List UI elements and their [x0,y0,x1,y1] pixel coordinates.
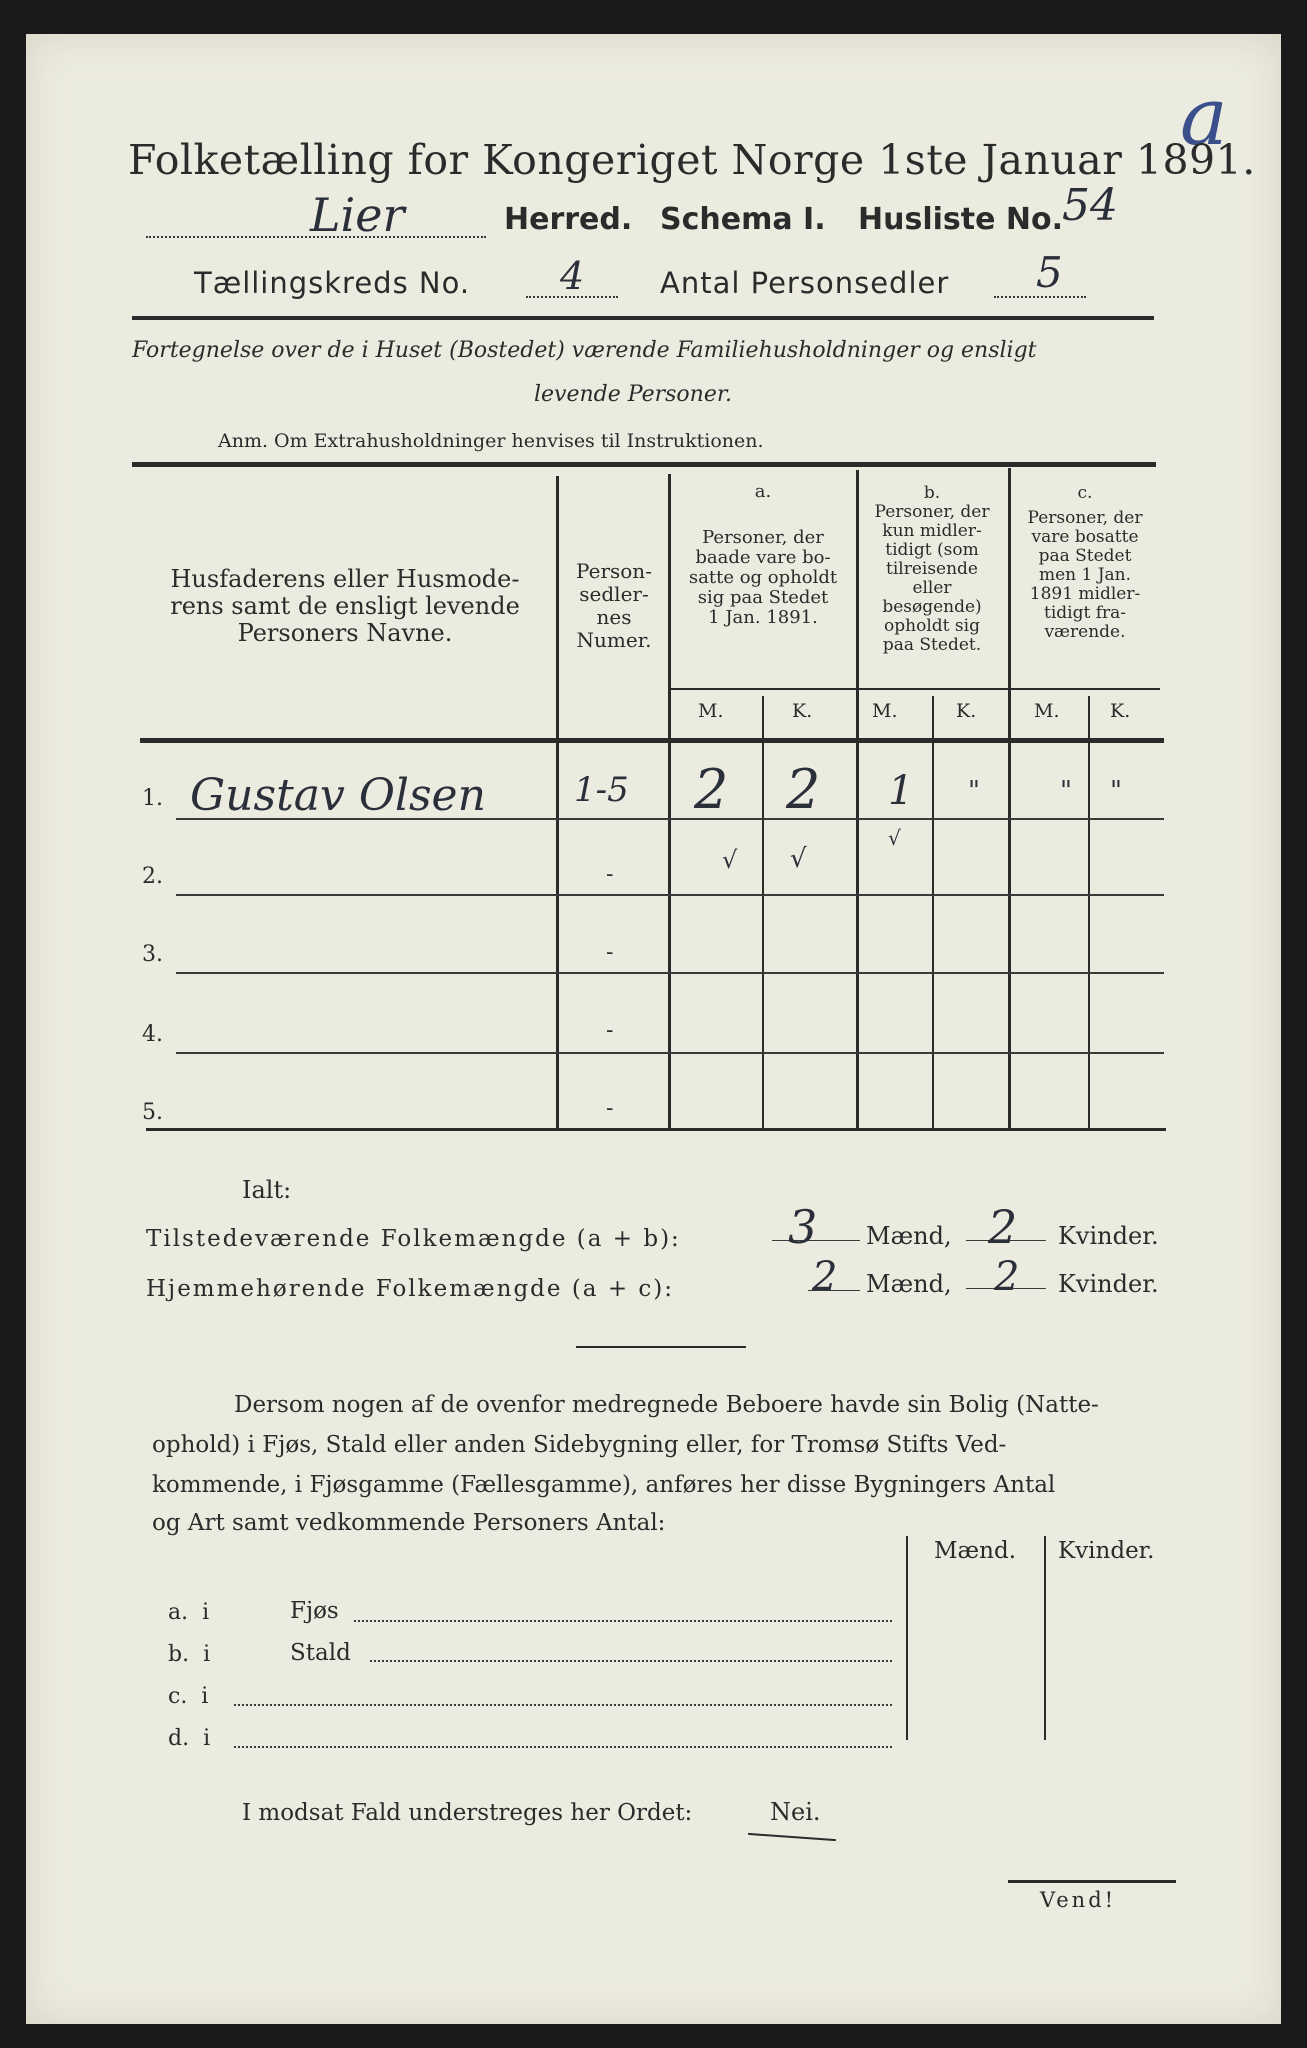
col-c-letter: c. [1077,483,1093,503]
vend-rule [1008,1880,1176,1883]
personsedler-value: 5 [1036,248,1063,297]
col-b-line-2: kun midler- [882,521,982,541]
col-num-line-2: sedler- [579,582,649,606]
col-b-line-7: opholdt sig [884,616,980,636]
row-2-num: - [606,862,614,887]
col-a-header [670,482,856,628]
row-1-cm: " [1060,776,1072,806]
totals-line-1-m: 3 [788,1200,818,1254]
building-item-c-prefix: c. i [168,1684,209,1709]
herred-label: Herred. [504,202,633,237]
vend-label: Vend! [1040,1888,1117,1912]
ialt-label: Ialt: [242,1176,292,1204]
cm-label: M. [1034,700,1060,722]
corner-mark: a [1180,70,1228,163]
col-divider-bm-bk [932,696,934,1128]
col-c-line-2: vare bosatte [1031,527,1139,547]
ck-label: K. [1110,700,1131,722]
building-item-d-prefix: d. i [168,1726,211,1751]
row-2-number: 2. [142,864,163,889]
col-num-line-4: Numer. [576,628,652,652]
col-c-line-4: men 1 Jan. [1038,565,1132,585]
mk-subheader-rule [670,688,1160,690]
anm-note: Anm. Om Extrahusholdninger henvises til Instruktionen. [218,430,764,452]
husliste-value: 54 [1062,180,1118,231]
buildings-para-4: og Art samt vedkommende Personers Antal: [152,1510,666,1536]
herred-value: Lier [310,188,405,242]
row-4-number: 4. [142,1022,163,1047]
col-num-line-1: Person- [576,559,652,583]
totals-line-1-label: Tilstedeværende Folkemængde (a + b): [146,1226,681,1252]
totals-line-2-kvinder: Kvinder. [1058,1270,1159,1298]
buildings-col-kvinder: Kvinder. [1058,1538,1155,1564]
row-5-num: - [606,1096,614,1121]
header-divider [132,316,1154,320]
row-2-line [176,894,1164,896]
col-name-line-1: Husfaderens eller Husmode- [170,565,520,593]
col-b-line-8: paa Stedet. [882,635,982,655]
row-1-num: 1-5 [574,770,629,810]
kreds-label: Tællingskreds No. [194,266,471,300]
census-form-page [26,34,1281,2024]
col-b-letter: b. [923,483,941,503]
col-divider-am-ak [762,696,764,1128]
buildings-para-2: ophold) i Fjøs, Stald eller anden Sidebygning eller, for Tromsø Stifts Ved- [152,1432,1007,1458]
col-name-header [150,566,540,647]
buildings-para-1: Dersom nogen af de ovenfor medregnede Beboere havde sin Bolig (Natte- [234,1392,1099,1418]
totals-line-2-label: Hjemmehørende Folkemængde (a + c): [146,1276,674,1302]
row-1-am: 2 [694,758,729,821]
row-3-number: 3. [142,942,163,967]
col-c-line-7: værende. [1044,622,1126,642]
col-b-line-5: eller [912,578,952,598]
building-item-a-label: Fjøs [290,1598,339,1624]
row-2-am-tick: √ [722,846,738,874]
building-item-b-dots [370,1660,892,1662]
row-1-number: 1. [142,786,163,811]
row-1-name: Gustav Olsen [190,770,486,821]
col-num-line-3: nes [596,605,632,629]
totals-line-1-kvinder: Kvinder. [1058,1222,1159,1250]
col-b-line-3: tidigt (som [885,540,979,560]
row-1-ck: " [1110,776,1122,806]
col-c-line-6: tidigt fra- [1043,603,1126,623]
totals-line-1-k: 2 [988,1200,1018,1254]
building-item-c-dots [234,1704,892,1706]
building-item-b-prefix: b. i [168,1642,211,1667]
buildings-col-maend: Mænd. [934,1538,1017,1564]
page-title: Folketælling for Kongeriget Norge 1ste Januar 1891. [128,136,1256,184]
row-4-line [176,1052,1164,1054]
col-num-header [560,560,668,652]
col-b-line-4: tilreisende [885,559,978,579]
am-label: M. [698,700,724,722]
personsedler-label: Antal Personsedler [660,266,950,300]
col-c-header [1008,484,1162,642]
col-b-line-1: Personer, der [874,502,990,522]
totals-line-2-maend: Mænd, [866,1270,952,1298]
col-a-line-4: sig paa Stedet [697,587,829,608]
table-top-rule [132,462,1156,467]
row-5-number: 5. [142,1100,163,1125]
table-bottom-rule [146,1128,1166,1131]
totals-line-2-k: 2 [994,1254,1020,1300]
intro-line-2: levende Personer. [534,382,732,407]
schema-label: Schema I. [660,202,826,237]
col-c-line-3: paa Stedet [1038,546,1132,566]
col-a-letter: a. [754,481,772,502]
building-item-a-dots [354,1620,892,1622]
col-divider-cm-ck [1088,696,1090,1128]
husliste-label: Husliste No. [858,202,1063,237]
section-divider [576,1346,746,1348]
col-divider-1 [556,476,559,1128]
buildings-divider-2 [1044,1536,1046,1740]
buildings-para-3: kommende, i Fjøsgamme (Fællesgamme), anføres her disse Bygningers Antal [152,1472,1056,1498]
row-2-ak-tick: √ [790,844,807,874]
building-item-b-label: Stald [290,1640,351,1666]
bm-label: M. [872,700,898,722]
row-3-num: - [606,940,614,965]
col-name-line-2: rens samt de ensligt levende [170,592,520,620]
buildings-divider-1 [906,1536,908,1740]
col-c-line-5: 1891 midler- [1029,584,1141,604]
col-a-line-3: satte og opholdt [688,567,838,588]
row-4-num: - [606,1018,614,1043]
building-item-a-prefix: a. i [168,1600,210,1625]
row-1-bm: 1 [888,768,914,814]
col-b-header [856,484,1008,655]
col-a-line-1: Personer, der [702,527,824,548]
footer-word-nei: Nei. [770,1798,821,1826]
row-1-ak: 2 [786,758,821,821]
intro-line-1: Fortegnelse over de i Huset (Bostedet) værende Familiehusholdninger og ensligt [132,338,1037,363]
totals-line-2-m: 2 [812,1254,838,1300]
footer-instruction: I modsat Fald understreges her Ordet: [242,1800,693,1826]
col-c-line-1: Personer, der [1027,508,1143,528]
col-a-line-2: baade vare bo- [695,547,831,568]
col-name-line-3: Personers Navne. [237,619,453,647]
ak-label: K. [792,700,813,722]
row-1-bm-tick: √ [888,826,901,850]
row-1-bk: " [968,776,980,806]
row-3-line [176,972,1164,974]
col-a-line-5: 1 Jan. 1891. [708,607,818,628]
col-b-line-6: besøgende) [882,597,982,617]
totals-line-1-maend: Mænd, [866,1222,952,1250]
kreds-value: 4 [560,254,585,298]
bk-label: K. [956,700,977,722]
building-item-d-dots [234,1746,892,1748]
